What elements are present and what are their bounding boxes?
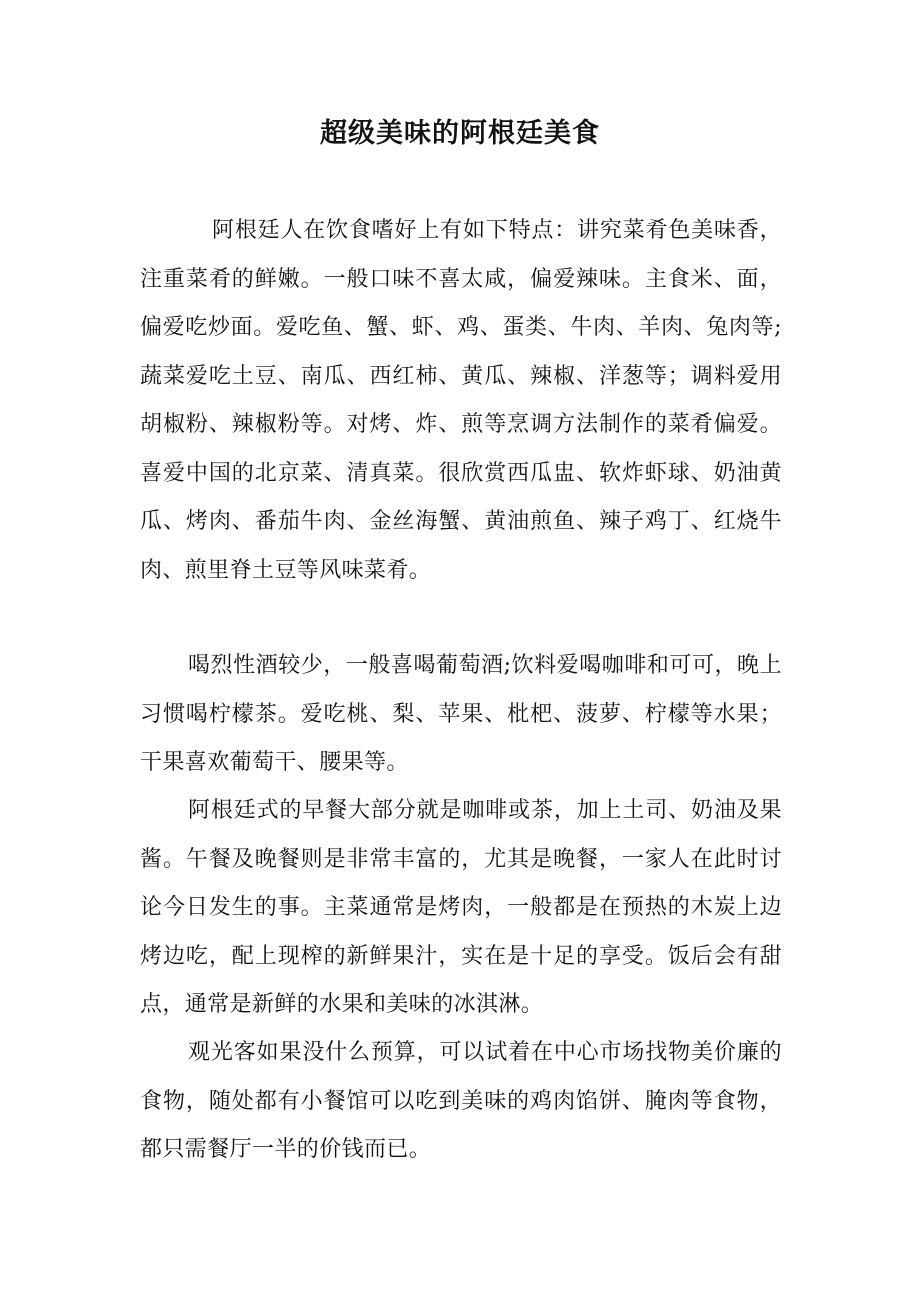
paragraph-meals: 阿根廷式的早餐大部分就是咖啡或茶，加上土司、奶油及果酱。午餐及晚餐则是非常丰富的，尤其是晚餐，一家人在此时讨论今日发生的事。主菜通常是烤肉，一般都是在预热的木炭上边烤边吃，配上现榨的新鲜果汁，实在是十足的享受。饭后会有甜点，通常是新鲜的水果和美味的冰淇淋。 xyxy=(140,798,782,1017)
paragraph-dining-preferences: 阿根廷人在饮食嗜好上有如下特点：讲究菜肴色美味香，注重菜肴的鲜嫩。一般口味不喜太咸，偏爱辣味。主食米、面，偏爱吃炒面。爱吃鱼、蟹、虾、鸡、蛋类、牛肉、羊肉、兔肉等;蔬菜爱吃土豆、南瓜、西红柿、黄瓜、辣椒、洋葱等；调料爱用胡椒粉、辣椒粉等。对烤、炸、煎等烹调方法制作的菜肴偏爱。喜爱中国的北京菜、清真菜。很欣赏西瓜盅、软炸虾球、奶油黄瓜、烤肉、番茄牛肉、金丝海蟹、黄油煎鱼、辣子鸡丁、红烧牛肉、煎里脊土豆等风味菜肴。 xyxy=(140,218,782,583)
paragraph-tourist-tips: 观光客如果没什么预算，可以试着在中心市场找物美价廉的食物，随处都有小餐馆可以吃到美味的鸡肉馅饼、腌肉等食物，都只需餐厅一半的价钱而已。 xyxy=(140,1040,782,1162)
document-title: 超级美味的阿根廷美食 xyxy=(320,118,600,149)
paragraph-drinks-fruits: 喝烈性酒较少，一般喜喝葡萄酒;饮料爱喝咖啡和可可，晚上习惯喝柠檬茶。爱吃桃、梨、苹果、枇杷、菠萝、柠檬等水果；干果喜欢葡萄干、腰果等。 xyxy=(140,653,782,775)
